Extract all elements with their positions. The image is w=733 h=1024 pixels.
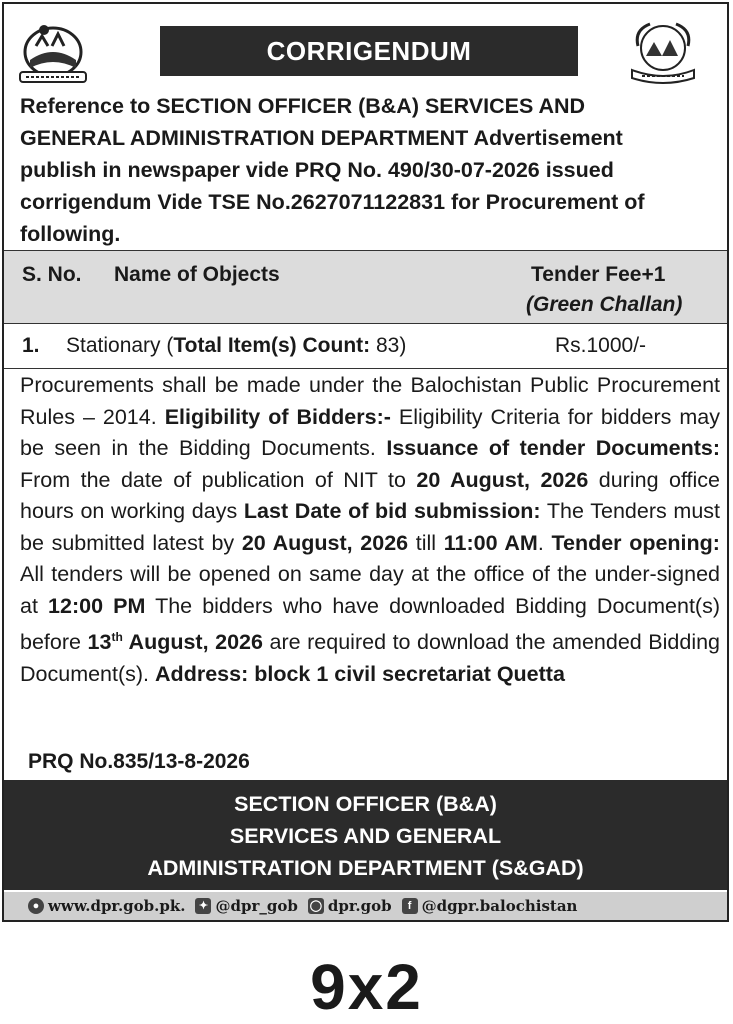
intro-line: corrigendum Vide TSE No.2627071122831 for Procurement of xyxy=(20,190,645,214)
eligibility-label: Eligibility of Bidders:- xyxy=(164,404,391,429)
column-header-name: Name of Objects xyxy=(114,263,280,286)
intro-paragraph xyxy=(20,90,720,250)
office-line: ADMINISTRATION DEPARTMENT (S&GAD) xyxy=(147,856,584,880)
social-bar xyxy=(4,892,727,920)
intro-line: publish in newspaper vide PRQ No. 490/30-07-2026 issued xyxy=(20,158,614,182)
table-row xyxy=(4,324,727,369)
instagram-link[interactable]: ◯ dpr.gob xyxy=(309,897,392,915)
instagram-icon: ◯ xyxy=(309,900,323,912)
size-code: 9x2 xyxy=(310,951,423,1023)
facebook-icon: f xyxy=(402,898,418,914)
table-header xyxy=(4,250,727,324)
prq-number: PRQ No.835/13-8-2026 xyxy=(28,750,250,773)
issuance-label: Issuance of tender Documents: xyxy=(386,436,720,460)
column-header-sno: S. No. xyxy=(22,263,82,286)
body-paragraph: Procurements shall be made under the Balochistan Public Procurement Rules – 2014. Eligibility of Bidders:- Eligibility Criteria for bidders may be seen in the Bidding Documents. Issuance of tender Documents: From the date of publication of NIT to 20 August, 2026 during office hours on working days Last Date of bid submission: The Tenders must be submitted latest by 20 August, 2026 till 11:00 AM. Tender opening: All tenders will be opened on same day at the office of the under-signed at 12:00 PM The bidders who have downloaded Bidding Document(s) before 13th August, 2026 are required to download the amended Bidding Document(s). Address: block 1 civil secretariat Quetta xyxy=(20,373,721,686)
intro-line: Reference to SECTION OFFICER (B&A) SERVICES AND xyxy=(20,94,586,118)
last-date-label: Last Date of bid submission: xyxy=(243,499,541,523)
opening-label: Tender opening: xyxy=(551,530,720,555)
dgpr-balochistan-logo xyxy=(624,16,702,88)
office-line: SERVICES AND GENERAL xyxy=(229,824,502,848)
intro-line: GENERAL ADMINISTRATION DEPARTMENT Advertisement xyxy=(20,126,623,150)
page-title: CORRIGENDUM xyxy=(160,26,578,76)
column-header-fee-note: (Green Challan) xyxy=(526,293,683,316)
twitter-icon: ✦ xyxy=(195,898,211,914)
office-line: SECTION OFFICER (B&A) xyxy=(234,792,497,816)
issuing-office xyxy=(4,780,727,890)
row-item: Stationary (Total Item(s) Count: 83) xyxy=(66,334,407,357)
advertisement xyxy=(2,2,729,922)
twitter-link[interactable]: ✦ @dpr_gob xyxy=(195,897,297,915)
row-fee: Rs.1000/- xyxy=(555,334,647,357)
globe-icon: ● xyxy=(28,898,44,914)
address-value: block 1 civil secretariat Quetta xyxy=(254,661,565,686)
row-number: 1. xyxy=(22,334,40,357)
facebook-link[interactable]: f @dgpr.balochistan xyxy=(402,897,578,915)
intro-line: following. xyxy=(20,222,121,246)
balochistan-emblem-logo xyxy=(14,16,92,88)
website-link[interactable]: ● www.dpr.gob.pk. xyxy=(28,897,185,915)
address-label: Address: xyxy=(155,661,249,686)
column-header-fee: Tender Fee+1 xyxy=(531,263,666,286)
